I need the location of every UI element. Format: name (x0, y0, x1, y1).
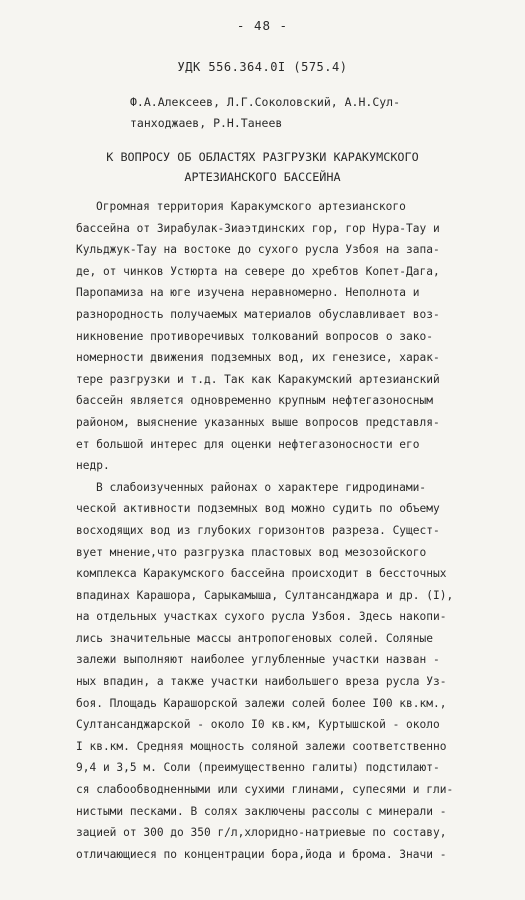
text-line: залежи выполняют наиболее углубленные участки назван - (76, 653, 440, 667)
udk-code: УДК 556.364.0I (575.4) (177, 60, 348, 74)
text-line: 9,4 и 3,5 м. Соли (преимущественно галиты) подстилают- (76, 761, 440, 775)
paragraph-1 (76, 196, 496, 477)
text-line: Паропамиза на юге изучена неравномерно. Неполнота и (76, 286, 420, 300)
text-line: районом, выяснение указанных выше вопросов представля- (76, 415, 440, 429)
text-line: отличающиеся по концентрации бора,йода и брома. Значи - (76, 847, 447, 861)
title-line: АРТЕЗИАНСКОГО БАССЕЙНА (184, 170, 341, 184)
authors (130, 92, 460, 134)
text-line: разнородность получаемых материалов обуславливает воз- (76, 307, 440, 321)
text-line: восходящих вод из глубоких горизонтов разреза. Сущест- (76, 523, 440, 537)
text-line: лись значительные массы антропогеновых солей. Соляные (76, 631, 433, 645)
text-line: I кв.км. Средняя мощность соляной залежи соответственно (76, 739, 447, 753)
text-line: де, от чинков Устюрта на севере до хребтов Копет-Дага, (76, 264, 440, 278)
text-line: ся слабообводненными или сухими глинами, супесями и гли- (76, 783, 454, 797)
text-line: Султансанджарской - около I0 кв.км, Куртышской - около (76, 718, 440, 732)
authors-line: танходжаев, Р.Н.Танеев (130, 116, 283, 130)
text-line: ческой активности подземных вод можно судить по объему (76, 502, 440, 516)
text-line: бассейна от Зирабулак-Зиаэтдинских гор, гор Нура-Тау и (76, 221, 440, 235)
text-line: боя. Площадь Карашорской залежи солей более I00 кв.км., (76, 696, 447, 710)
article-body (76, 196, 496, 865)
page-number: - 48 - (236, 18, 289, 33)
title-line: К ВОПРОСУ ОБ ОБЛАСТЯХ РАЗГРУЗКИ КАРАКУМСКОГО (106, 150, 419, 164)
text-line: вует мнение,что разгрузка пластовых вод мезозойского (76, 545, 427, 559)
text-line: ет большой интерес для оценки нефтегазоносности его (76, 437, 420, 451)
text-line: Огромная территория Каракумского артезианского (96, 200, 406, 213)
text-line: ных впадин, а также участки наибольшего вреза русла Уз- (76, 675, 447, 689)
authors-line: Ф.А.Алексеев, Л.Г.Соколовский, А.Н.Сул- (130, 95, 401, 109)
text-line: В слабоизученных районах о характере гидродинами- (96, 480, 427, 494)
text-line: номерности движения подземных вод, их генезисе, харак- (76, 351, 440, 365)
text-line: нистыми песками. В солях заключены рассолы с минерали - (76, 804, 447, 818)
text-line: бассейн является одновременно крупным нефтегазоносным (76, 394, 433, 408)
text-line: недр. (76, 459, 110, 473)
text-line: на отдельных участках сухого русла Узбоя. Здесь накопи- (76, 610, 447, 624)
paragraph-2 (76, 477, 496, 866)
text-line: комплекса Каракумского бассейна происходит в бессточных (76, 567, 447, 581)
text-line: Кульджук-Тау на востоке до сухого русла Узбоя на запа- (76, 243, 440, 257)
text-line: тере разгрузки и т.д. Так как Каракумский артезианский (76, 372, 440, 386)
text-line: впадинах Карашора, Сарыкамыша, Султансанджара и др. (I), (76, 588, 454, 602)
article-title (0, 147, 525, 187)
text-line: никновение противоречивых толкований вопросов о зако- (76, 329, 433, 343)
text-line: зацией от 300 до 350 г/л,хлоридно-натриевые по составу, (76, 826, 447, 840)
